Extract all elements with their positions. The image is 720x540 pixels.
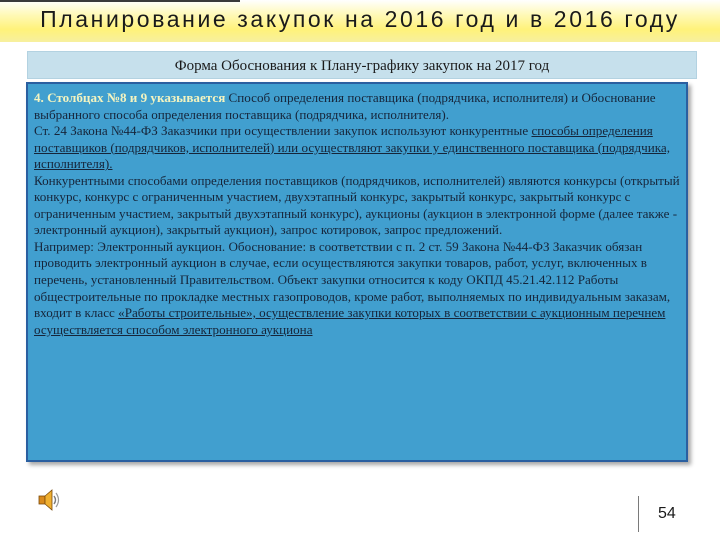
content-text — [34, 90, 684, 338]
footer-divider — [638, 496, 639, 532]
example-underlined: «Работы строительные», осуществление закупки которых в соответствии с аукционным перечнем осуществляется способом электронного аукциона — [34, 305, 666, 337]
title-divider — [0, 0, 240, 2]
slide-subtitle: Форма Обоснования к Плану-графику закупок на 2017 год — [174, 58, 550, 74]
intro-text: Способ определения поставщика (подрядчика, исполнителя) и Обоснование выбранного способа определения поставщика (подрядчика, исполнителя). — [34, 90, 656, 122]
intro-bold: 4. Столбцах №8 и 9 указывается — [34, 90, 226, 105]
example-text: Например: Электронный аукцион. Обоснование: в соответствии с п. 2 ст. 59 Закона №44-ФЗ Заказчик обязан проводить электронный аукцион в случае, если осуществляются закупки товаров, работ, услуг, включенных в перечень, установленный Правительством. Объект закупки относится к коду ОКПД 45.21.42.112 Работы общестроительные по прокладке местных газопроводов, кроме работ, выполняемых по индивидуальным заказам, входит в класс — [34, 238, 671, 321]
speaker-icon[interactable] — [37, 487, 61, 513]
subtitle-box — [27, 51, 697, 79]
slide-title: Планирование закупок на 2016 год и в 2016 году — [40, 6, 680, 32]
art24-text: Ст. 24 Закона №44-ФЗ Заказчики при осуществлении закупок используют конкурентные — [34, 123, 529, 139]
competitive-text: Конкурентными способами определения поставщиков (подрядчиков, исполнителей) являются конкурсы (открытый конкурс, конкурс с ограниченным участием, двухэтапный конкурс, закрытый конкурс, закрытый конкурс с ограниченным участием, закрытый двухэтапный конкурс), аукционы (аукцион в электронной форме (далее также - электронный аукцион), закрытый аукцион), запрос котировок, запрос предложений. — [34, 172, 680, 238]
page-number: 54 — [658, 505, 676, 522]
content-box — [26, 82, 688, 462]
art24-underlined: способы определения поставщиков (подрядчиков, исполнителей) или осуществляют закупки у единственного поставщика (подрядчика, исполнителя). — [34, 123, 670, 172]
title-bar — [0, 0, 720, 42]
